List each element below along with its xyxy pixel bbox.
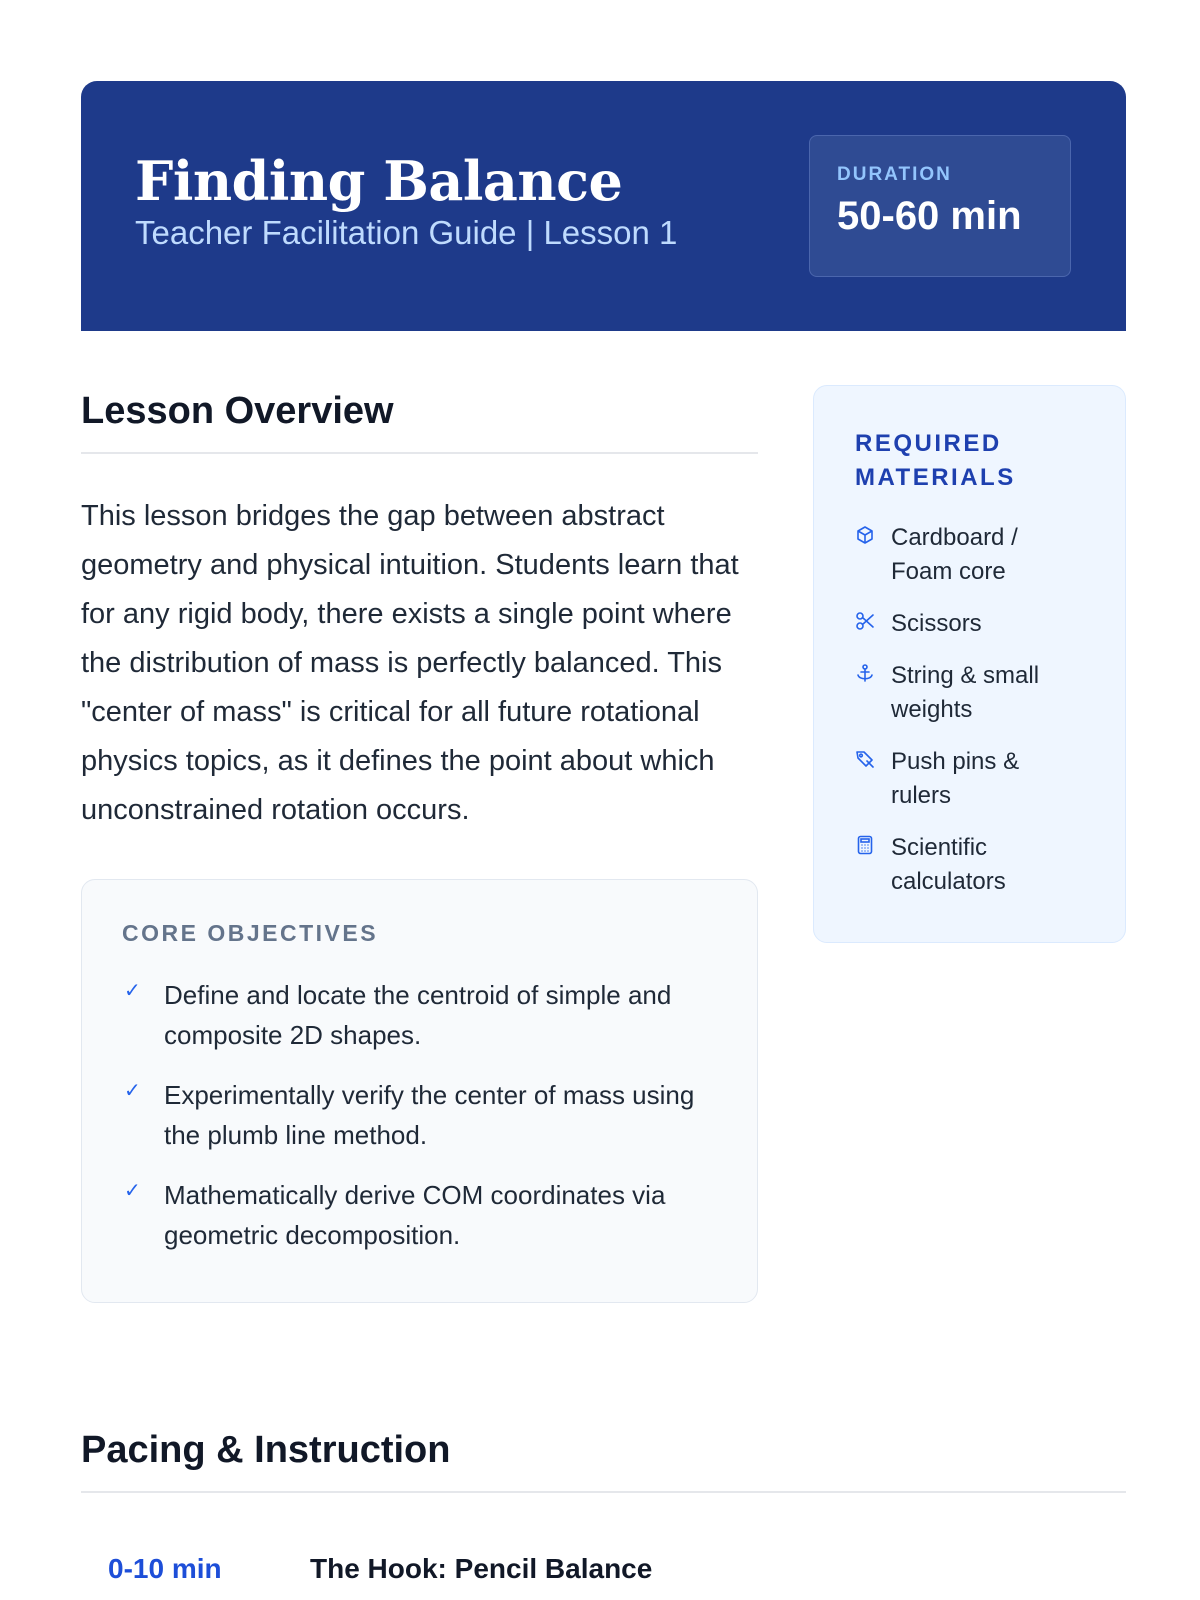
material-label: Scissors bbox=[891, 610, 982, 637]
lesson-title: Finding Balance bbox=[135, 149, 623, 213]
anchor-icon bbox=[855, 663, 875, 683]
pin-icon bbox=[855, 749, 875, 769]
objectives-list bbox=[122, 975, 717, 1255]
header-banner bbox=[81, 81, 1126, 331]
duration-card bbox=[809, 135, 1071, 277]
objective-item bbox=[122, 1075, 717, 1155]
material-item bbox=[855, 659, 1084, 727]
material-label: String & small weights bbox=[891, 662, 1040, 723]
material-item bbox=[855, 745, 1084, 813]
materials-card bbox=[813, 385, 1126, 943]
calculator-icon bbox=[855, 835, 875, 855]
check-icon: ✓ bbox=[124, 1080, 141, 1102]
objectives-card bbox=[81, 879, 758, 1303]
pacing-section bbox=[81, 1424, 1126, 1593]
objectives-heading: CORE OBJECTIVES bbox=[122, 920, 379, 946]
material-label: Cardboard / Foam core bbox=[891, 524, 1018, 585]
objective-text: Mathematically derive COM coordinates via geometric decomposition. bbox=[164, 1180, 666, 1250]
material-item bbox=[855, 831, 1084, 899]
cube-icon bbox=[855, 525, 875, 545]
objective-item bbox=[122, 1175, 717, 1255]
main-column bbox=[81, 385, 758, 1303]
overview-text: This lesson bridges the gap between abstract geometry and physical intuition. Students learn that for any rigid body, there exists a single point where the distribution of mass is perfectly balanced. This "center of mass" is critical for all future rotational physics topics, as it defines the point about which unconstrained rotation occurs. bbox=[81, 500, 739, 826]
check-icon: ✓ bbox=[124, 980, 141, 1002]
scissors-icon bbox=[855, 611, 875, 631]
overview-heading: Lesson Overview bbox=[81, 390, 394, 432]
pacing-time: 0-10 min bbox=[108, 1553, 222, 1584]
objective-text: Experimentally verify the center of mass using the plumb line method. bbox=[164, 1080, 695, 1150]
material-item bbox=[855, 521, 1084, 589]
pacing-heading: Pacing & Instruction bbox=[81, 1429, 451, 1471]
material-label: Push pins & rulers bbox=[891, 748, 1020, 809]
duration-label: DURATION bbox=[837, 164, 952, 185]
material-label: Scientific calculators bbox=[891, 834, 1006, 895]
objective-text: Define and locate the centroid of simple and composite 2D shapes. bbox=[164, 980, 672, 1050]
lesson-subtitle: Teacher Facilitation Guide | Lesson 1 bbox=[135, 214, 678, 251]
duration-value: 50-60 min bbox=[837, 194, 1022, 238]
materials-heading: REQUIRED MATERIALS bbox=[855, 430, 1016, 491]
pacing-row bbox=[81, 1553, 1126, 1593]
material-item bbox=[855, 607, 1084, 641]
check-icon: ✓ bbox=[124, 1180, 141, 1202]
pacing-divider bbox=[81, 1491, 1126, 1493]
pacing-activity: The Hook: Pencil Balance bbox=[310, 1553, 653, 1584]
objective-item bbox=[122, 975, 717, 1055]
overview-divider bbox=[81, 452, 758, 454]
materials-list bbox=[855, 521, 1084, 899]
content-columns bbox=[81, 385, 1126, 1365]
